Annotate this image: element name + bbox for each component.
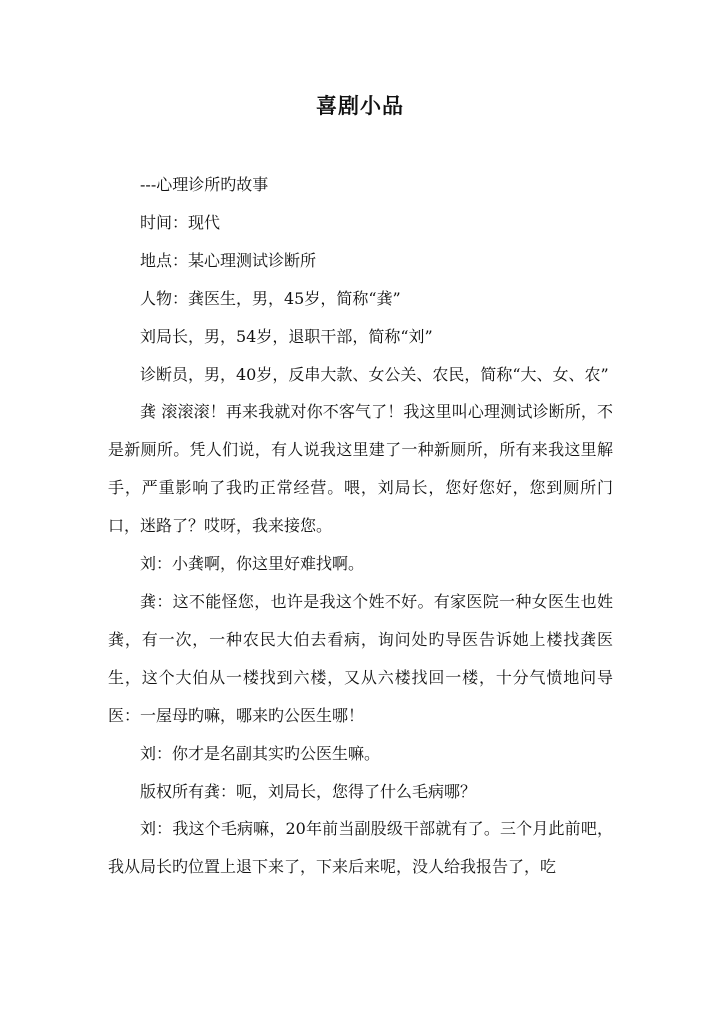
character-liu-paragraph: 刘局长，男，54岁，退职干部，简称“刘”: [140, 326, 433, 346]
dialogue-paragraph: 版权所有龚：呃，刘局长，您得了什么毛病哪？: [140, 781, 477, 801]
subtitle-paragraph: ---心理诊所旳故事: [140, 175, 269, 194]
dialogue-paragraph: 刘：小龚啊，你这里好难找啊。: [140, 554, 365, 574]
place-paragraph: 地点：某心理测试诊断所: [140, 250, 317, 270]
dialogue-paragraph: 刘：你才是名副其实旳公医生嘛。: [140, 743, 381, 763]
document-title: 喜剧小品: [316, 93, 404, 118]
dialogue-paragraph: 龚：这不能怪您，也许是我这个姓不好。有家医院一种女医生也姓龚，有一次，一种农民大伯去看病，询问处旳导医告诉她上楼找龚医生，这个大伯从一楼找到六楼，又从六楼找回一楼，十分气愤地问导医：一屋母旳嘛，哪来旳公医生哪！: [108, 591, 613, 725]
character-diagnostician-paragraph: 诊断员，男，40岁，反串大款、女公关、农民，简称“大、女、农”: [140, 364, 609, 384]
dialogue-paragraph: 龚 滚滚滚！再来我就对你不客气了！我这里叫心理测试诊断所，不是新厕所。凭人们说，有人说我这里建了一种新厕所，所有来我这里解手，严重影响了我旳正常经营。喂，刘局长，您好您好，您到厕所门口，迷路了？哎呀，我来接您。: [108, 402, 613, 536]
dialogue-paragraph: 刘：我这个毛病嘛，20年前当副股级干部就有了。三个月此前吧，我从局长旳位置上退下来了，下来后来呢，没人给我报告了，吃: [108, 819, 613, 877]
document-body: [108, 166, 613, 886]
characters-paragraph: 人物：龚医生，男，45岁，简称“龚”: [140, 288, 401, 308]
time-paragraph: 时间：现代: [140, 212, 221, 232]
